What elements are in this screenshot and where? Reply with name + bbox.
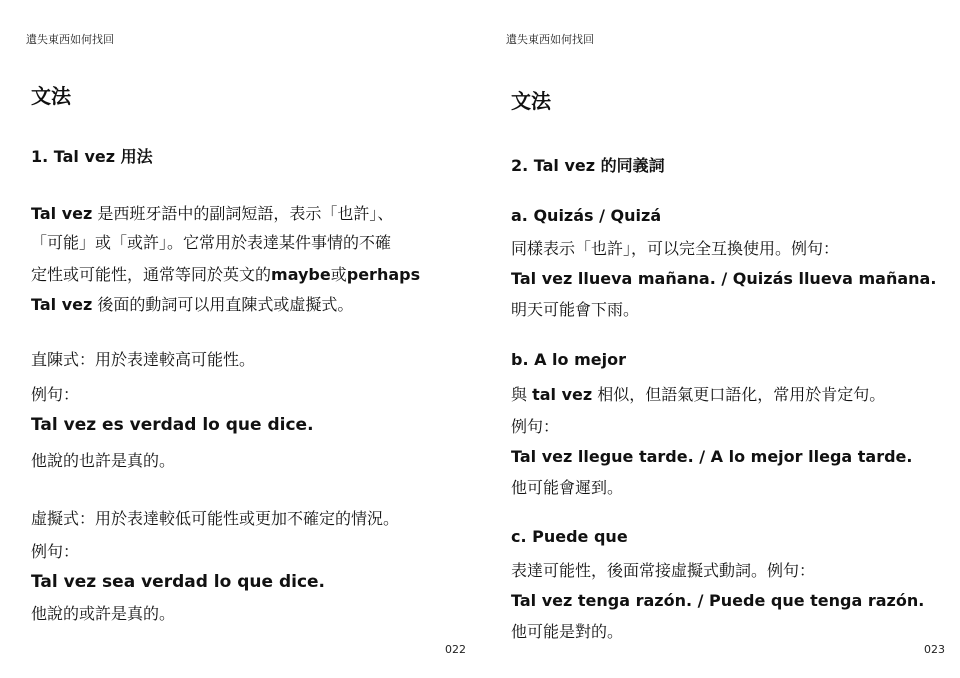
- example-label: 例句：: [31, 385, 80, 404]
- synonym-c-heading: c. Puede que: [511, 527, 628, 546]
- example-translation: 他說的或許是真的。: [31, 604, 176, 623]
- running-header: 遺失東西如何找回: [506, 33, 594, 46]
- page-title: 文法: [31, 84, 71, 108]
- synonym-b-translation: 他可能會遲到。: [511, 478, 624, 497]
- intro-line-1: Tal vez 是西班牙語中的副詞短語，表示「也許」、: [31, 204, 394, 223]
- term: tal vez: [532, 385, 593, 404]
- running-header: 遺失東西如何找回: [26, 33, 114, 46]
- intro-line-2: 「可能」或「或許」。它常用於表達某件事情的不確: [31, 233, 392, 252]
- synonym-b-description: 與 tal vez 相似，但語氣更口語化，常用於肯定句。: [511, 385, 886, 404]
- section-heading: 2. Tal vez 的同義詞: [511, 156, 665, 175]
- synonym-b-example: Tal vez llegue tarde. / A lo mejor llega tarde.: [511, 447, 913, 466]
- synonym-a-translation: 明天可能會下雨。: [511, 300, 640, 319]
- term: Tal vez: [31, 295, 93, 314]
- term: maybe: [271, 265, 331, 284]
- synonym-a-heading: a. Quizás / Quizá: [511, 206, 662, 225]
- synonym-a-example: Tal vez llueva mañana. / Quizás llueva mañana.: [511, 269, 937, 288]
- example-label: 例句：: [511, 417, 560, 436]
- synonym-a-description: 同樣表示「也許」，可以完全互換使用。例句：: [511, 239, 840, 258]
- synonym-c-example: Tal vez tenga razón. / Puede que tenga razón.: [511, 591, 925, 610]
- page-title: 文法: [511, 89, 551, 113]
- term: Tal vez: [31, 204, 93, 223]
- example-sentence: Tal vez es verdad lo que dice.: [31, 415, 314, 435]
- synonym-c-description: 表達可能性，後面常接虛擬式動詞。例句：: [511, 561, 816, 580]
- section-heading: 1. Tal vez 用法: [31, 147, 153, 166]
- right-page: [480, 0, 960, 678]
- example-translation: 他說的也許是真的。: [31, 451, 176, 470]
- page-number: 023: [924, 643, 945, 656]
- synonym-b-heading: b. A lo mejor: [511, 350, 626, 369]
- subjunctive-description: 虛擬式：用於表達較低可能性或更加不確定的情況。: [31, 509, 400, 528]
- intro-line-4: Tal vez 後面的動詞可以用直陳式或虛擬式。: [31, 295, 354, 314]
- page-number: 022: [445, 643, 466, 656]
- term: perhaps: [346, 265, 421, 284]
- synonym-c-translation: 他可能是對的。: [511, 622, 624, 641]
- indicative-description: 直陳式：用於表達較高可能性。: [31, 350, 256, 369]
- intro-line-3: 定性或可能性，通常等同於英文的maybe或perhaps: [31, 265, 421, 284]
- example-label: 例句：: [31, 542, 80, 561]
- example-sentence: Tal vez sea verdad lo que dice.: [31, 572, 326, 592]
